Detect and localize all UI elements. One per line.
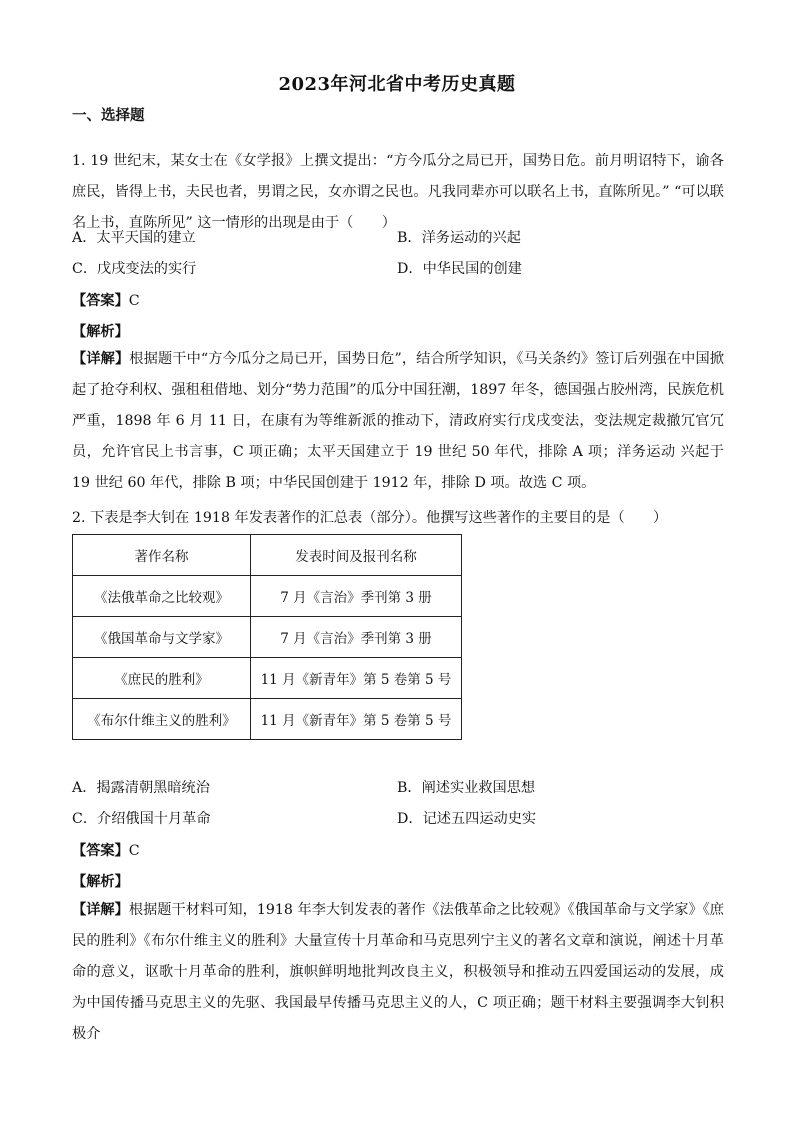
table-row	[73, 576, 462, 617]
q2-answer-label: 【答案】	[72, 843, 129, 859]
q1-option-b: B．洋务运动的兴起	[397, 230, 521, 246]
q2-answer-value: C	[128, 843, 140, 859]
q2-detail-label: 【详解】	[72, 902, 129, 918]
q1-option-c: C．戊戌变法的实行	[72, 261, 197, 277]
q1-option-a: A．太平天国的建立	[72, 230, 196, 246]
q1-option-d: D．中华民国的创建	[397, 261, 522, 277]
q2-option-c: C．介绍俄国十月革命	[72, 811, 211, 827]
question-2-stem: 2. 下表是李大钊在 1918 年发表著作的汇总表（部分）。他撰写这些著作的主要目的是（ ）	[72, 510, 668, 526]
q2-detail	[72, 895, 724, 1051]
table-cell: 《布尔什维主义的胜利》	[73, 699, 251, 740]
q1-answer-value: C	[128, 293, 140, 309]
table-cell: 7 月《言治》季刊第 3 册	[251, 617, 462, 658]
q1-answer	[72, 290, 140, 310]
q1-detail-text: 根据题干中“方今瓜分之局已开，国势日危”，结合所学知识，《马关条约》签订后列强在中国掀起了抢夺利权、强租租借地、划分“势力范围”的瓜分中国狂潮，1897 年冬，德国强占胶州湾，民族危机严重，1898 年 6 月 11 日，在康有为等维新派的推动下，清政府实行戊戌变法，变法规定裁撤冗官冗员，允许官民上书言事，C 项正确；太平天国建立于 19 世纪 50 年代，排除 A 项；洋务运动 兴起于 19 世纪 60 年代，排除 B 项；中华民国创建于 1912 年，排除 D 项。故选 C 项。	[72, 351, 724, 491]
q2-option-d: D．记述五四运动史实	[397, 811, 537, 827]
table-row	[73, 699, 462, 740]
section-heading: 一、选择题	[72, 107, 145, 124]
table-row	[73, 658, 462, 699]
table-cell: 11 月《新青年》第 5 卷第 5 号	[251, 699, 462, 740]
q2-analysis-label: 【解析】	[72, 874, 129, 890]
q2-detail-text: 根据题干材料可知，1918 年李大钊发表的著作《法俄革命之比较观》《俄国革命与文学家》《庶民的胜利》《布尔什维主义的胜利》大量宣传十月革命和马克思列宁主义的著名文章和演说，阐述十月革命的意义，讴歌十月革命的胜利，旗帜鲜明地批判改良主义，积极领导和推动五四爱国运动的发展，成为中国传播马克思主义的先驱、我国最早传播马克思主义的人，C 项正确；题干材料主要强调李大钊积极介	[72, 902, 724, 1042]
q2-answer	[72, 840, 140, 860]
q1-detail	[72, 344, 724, 499]
table-cell: 《法俄革命之比较观》	[73, 576, 251, 617]
page-title: 2023年河北省中考历史真题	[278, 74, 516, 95]
table-cell: 7 月《言治》季刊第 3 册	[251, 576, 462, 617]
q2-option-a: A．揭露清朝黑暗统治	[72, 780, 210, 796]
table-header-cell: 著作名称	[73, 535, 251, 576]
table-header-cell: 发表时间及报刊名称	[251, 535, 462, 576]
q2-option-b: B．阐述实业救国思想	[397, 780, 536, 796]
q1-analysis-label: 【解析】	[72, 324, 129, 340]
table-cell: 11 月《新青年》第 5 卷第 5 号	[251, 658, 462, 699]
table-cell: 《俄国革命与文学家》	[73, 617, 251, 658]
table-header-row	[73, 535, 462, 576]
q1-detail-label: 【详解】	[72, 351, 130, 367]
table-cell: 《庶民的胜利》	[73, 658, 251, 699]
question-1-stem: 1. 19 世纪末，某女士在《女学报》上撰文提出：“方今瓜分之局已开，国势日危。前月明诏特下，谕各庶民，皆得上书，夫民也者，男谓之民，女亦谓之民也。凡我同辈亦可以联名上书，直陈所见。” “可以联名上书，直陈所见” 这一情形的出现是由于（ ）	[72, 153, 724, 231]
works-table	[72, 534, 462, 740]
q1-answer-label: 【答案】	[72, 293, 129, 309]
table-row	[73, 617, 462, 658]
